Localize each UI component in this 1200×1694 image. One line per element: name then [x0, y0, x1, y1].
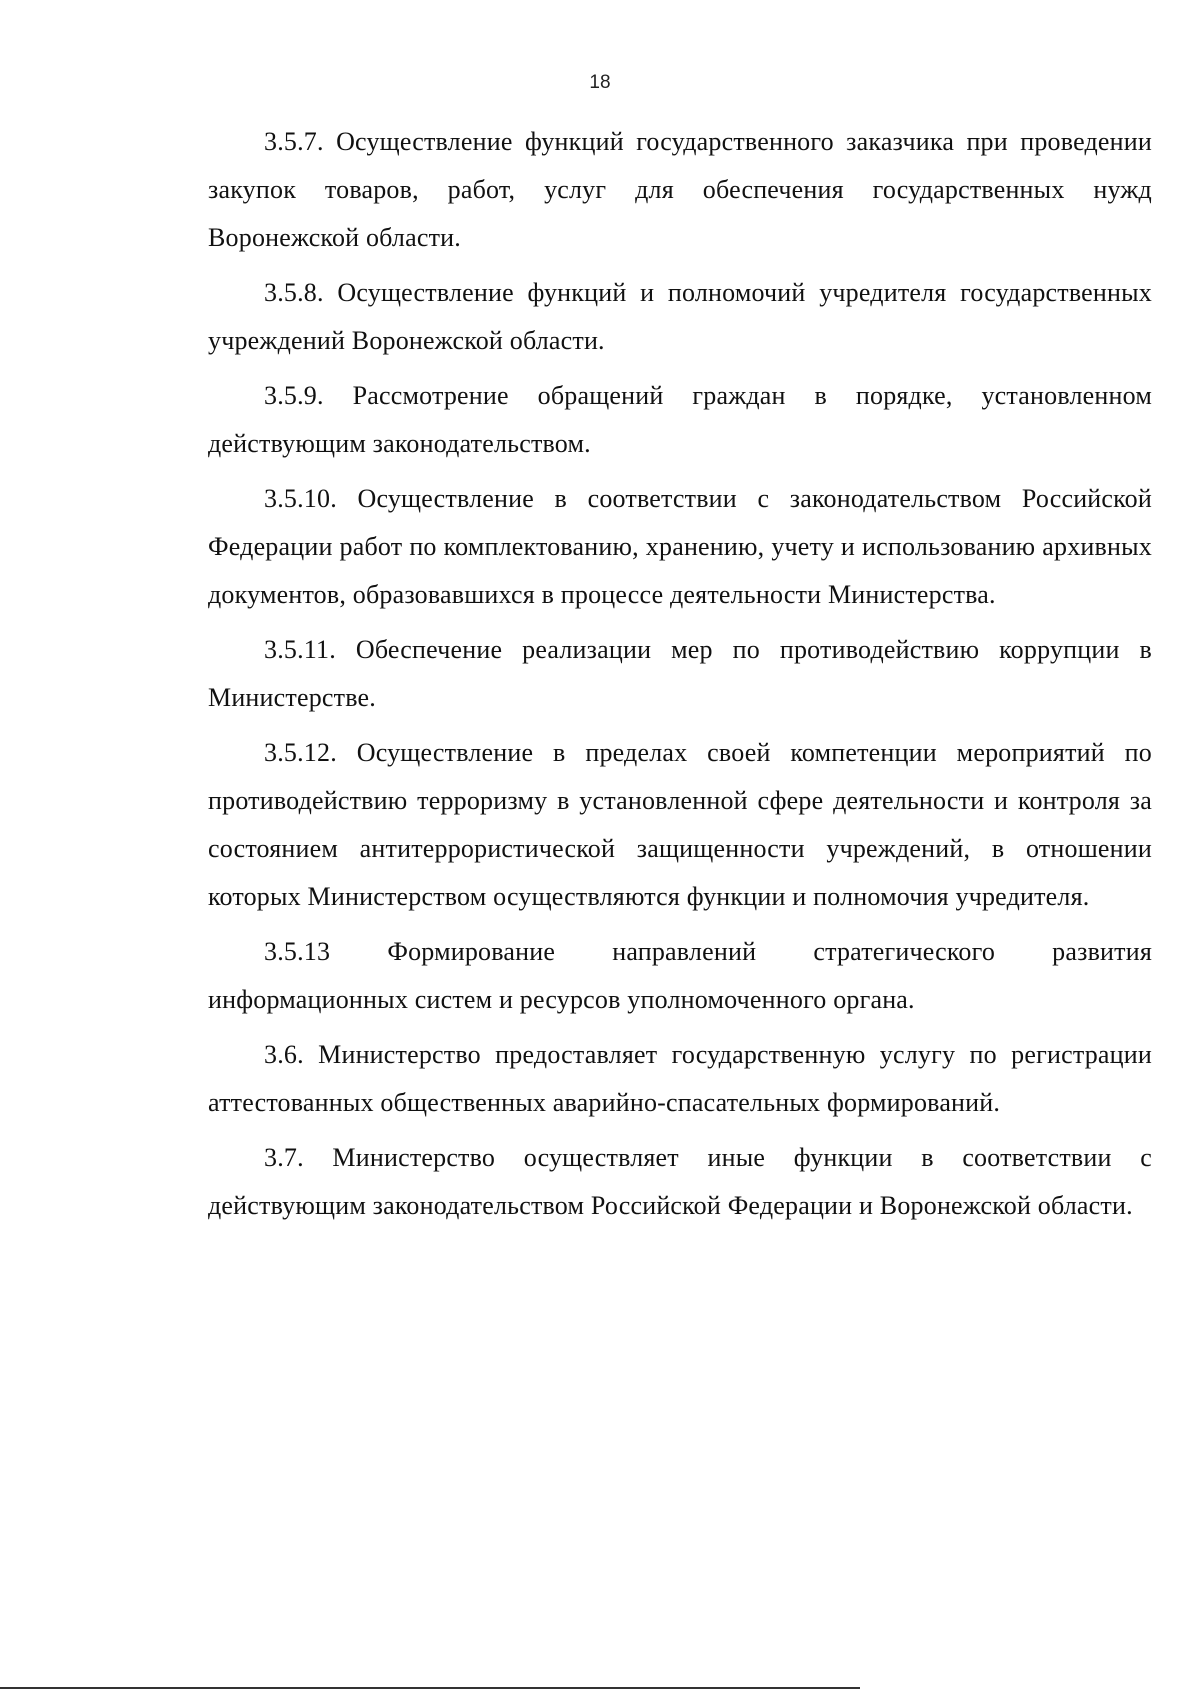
paragraph-3-5-11: 3.5.11. Обеспечение реализации мер по противодействию коррупции в Министерстве. — [208, 635, 1152, 712]
paragraph-3-5-9: 3.5.9. Рассмотрение обращений граждан в порядке, установленном действующим законодательством. — [208, 381, 1152, 458]
paragraph-3-7: 3.7. Министерство осуществляет иные функции в соответствии с действующим законодательством Российской Федерации и Воронежской области. — [208, 1143, 1152, 1220]
page-number: 18 — [589, 72, 611, 93]
paragraph-3-5-13: 3.5.13 Формирование направлений стратегического развития информационных систем и ресурсов уполномоченного органа. — [208, 937, 1152, 1014]
paragraph-3-5-12: 3.5.12. Осуществление в пределах своей компетенции мероприятий по противодействию терроризму в установленной сфере деятельности и контроля за состоянием антитеррористической защищенности учреждений, в отношении которых Министерством осуществляются функции и полномочия учредителя. — [208, 738, 1152, 911]
paragraph-3-6: 3.6. Министерство предоставляет государственную услугу по регистрации аттестованных общественных аварийно-спасательных формирований. — [208, 1040, 1152, 1117]
paragraph-3-5-8: 3.5.8. Осуществление функций и полномочий учредителя государственных учреждений Воронежской области. — [208, 278, 1152, 355]
paragraph-3-5-7: 3.5.7. Осуществление функций государственного заказчика при проведении закупок товаров, работ, услуг для обеспечения государственных нужд Воронежской области. — [208, 127, 1152, 252]
bottom-divider — [0, 1687, 860, 1689]
document-body — [208, 118, 1152, 1237]
paragraph-3-5-10: 3.5.10. Осуществление в соответствии с законодательством Российской Федерации работ по комплектованию, хранению, учету и использованию архивных документов, образовавшихся в процессе деятельности Министерства. — [208, 484, 1152, 609]
